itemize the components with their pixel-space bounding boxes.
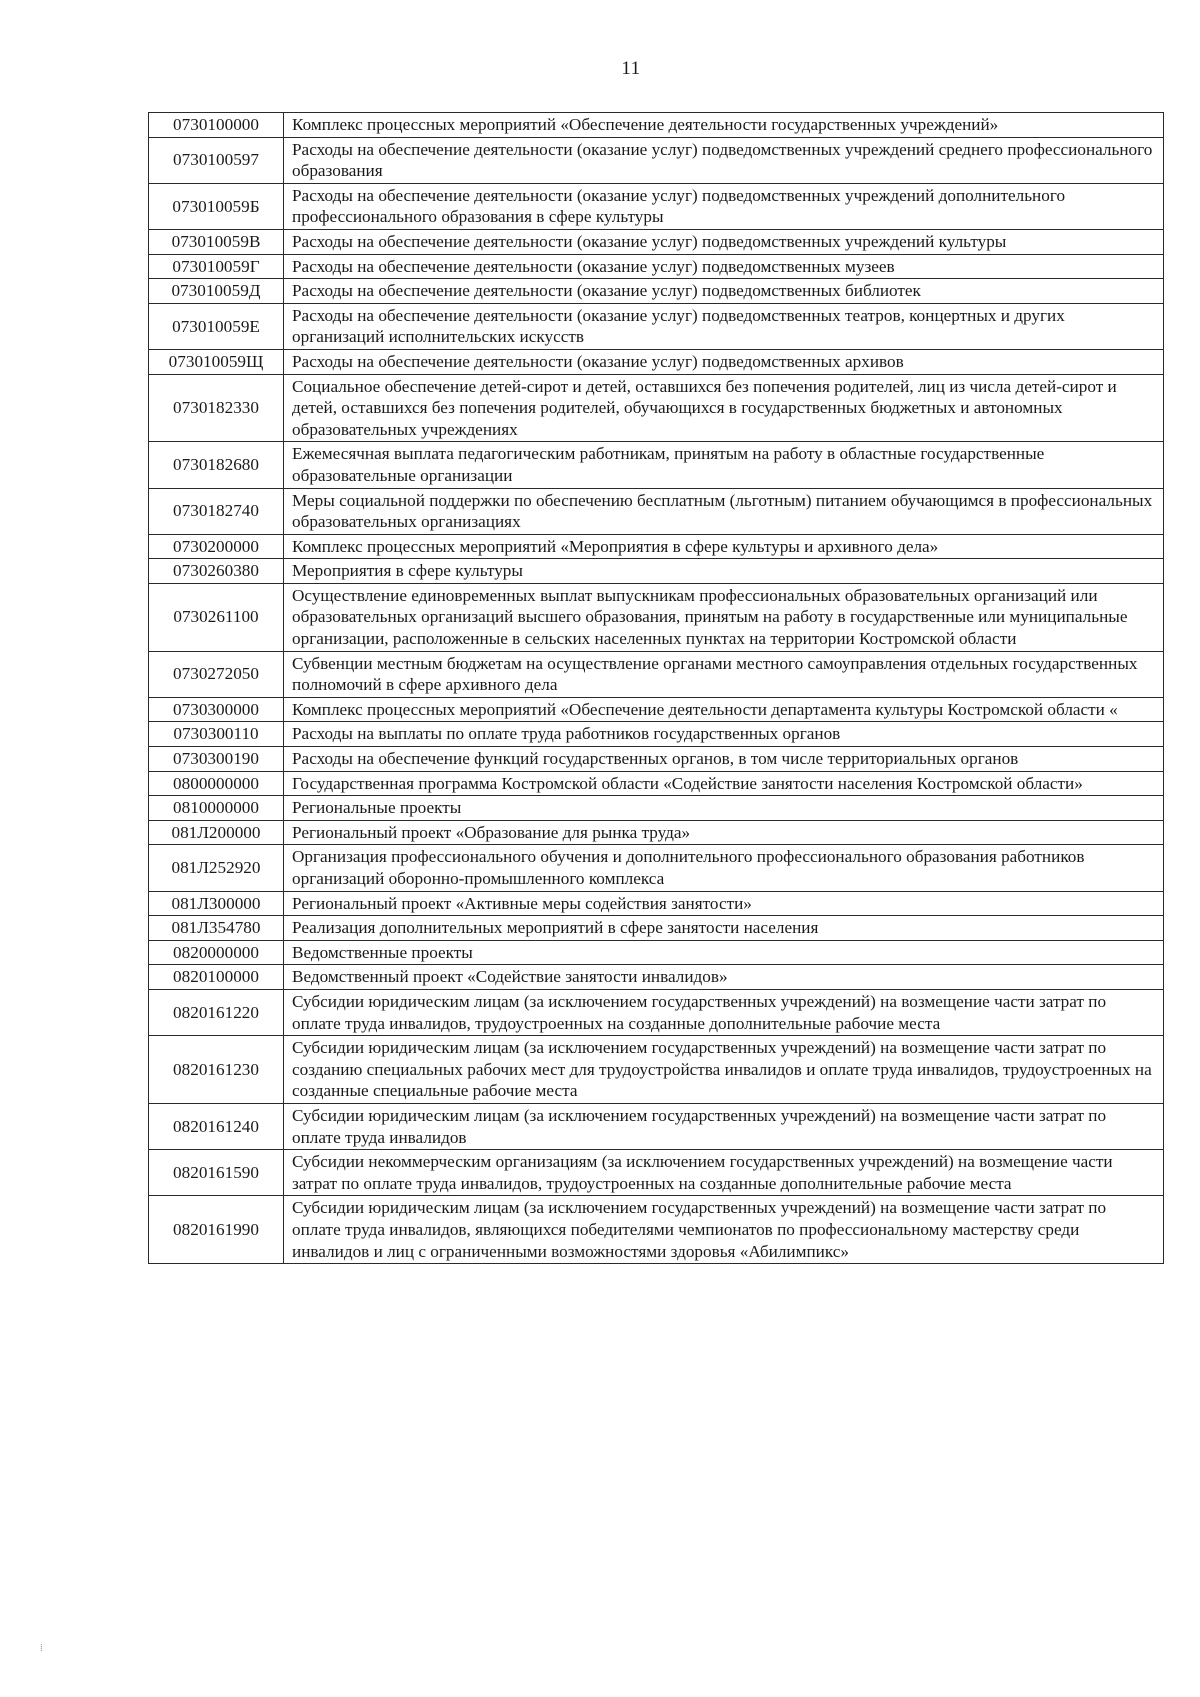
description-cell: Организация профессионального обучения и дополнительного профессионального образования работников организаций оборонно-промышленного комплекса	[284, 845, 1164, 891]
table-row	[149, 374, 1164, 442]
code-cell: 0820161240	[149, 1103, 284, 1149]
table-row	[149, 965, 1164, 990]
description-cell: Региональный проект «Образование для рынка труда»	[284, 820, 1164, 845]
code-cell: 0730182740	[149, 488, 284, 534]
description-cell: Расходы на обеспечение деятельности (оказание услуг) подведомственных музеев	[284, 254, 1164, 279]
code-cell: 0820161990	[149, 1196, 284, 1264]
description-cell: Комплекс процессных мероприятий «Мероприятия в сфере культуры и архивного дела»	[284, 534, 1164, 559]
description-cell: Ежемесячная выплата педагогическим работникам, принятым на работу в областные государственные образовательные организации	[284, 442, 1164, 488]
description-cell: Расходы на обеспечение функций государственных органов, в том числе территориальных органов	[284, 747, 1164, 772]
table-row	[149, 1036, 1164, 1104]
code-cell: 0730300110	[149, 722, 284, 747]
table-row	[149, 442, 1164, 488]
code-cell: 0730260380	[149, 559, 284, 584]
code-cell: 073010059Щ	[149, 349, 284, 374]
description-cell: Комплекс процессных мероприятий «Обеспечение деятельности департамента культуры Костромской области «	[284, 697, 1164, 722]
table-row	[149, 559, 1164, 584]
code-cell: 0820161220	[149, 989, 284, 1035]
description-cell: Региональные проекты	[284, 796, 1164, 821]
table-row	[149, 349, 1164, 374]
description-cell: Реализация дополнительных мероприятий в сфере занятости населения	[284, 916, 1164, 941]
description-cell: Расходы на обеспечение деятельности (оказание услуг) подведомственных театров, концертных и других организаций исполнительских искусств	[284, 303, 1164, 349]
description-cell: Государственная программа Костромской области «Содействие занятости населения Костромской области»	[284, 771, 1164, 796]
budget-codes-table	[148, 112, 1164, 1264]
table-row	[149, 1103, 1164, 1149]
table-row	[149, 891, 1164, 916]
page-number: 11	[621, 58, 641, 79]
description-cell: Расходы на обеспечение деятельности (оказание услуг) подведомственных учреждений культуры	[284, 229, 1164, 254]
table-row	[149, 279, 1164, 304]
code-cell: 081Л354780	[149, 916, 284, 941]
table-row	[149, 940, 1164, 965]
description-cell: Субсидии юридическим лицам (за исключением государственных учреждений) на возмещение части затрат по созданию специальных рабочих мест для трудоустройства инвалидов и оплате труда инвалидов, трудоустроенных на созданные специальные рабочие места	[284, 1036, 1164, 1104]
table-row	[149, 989, 1164, 1035]
code-cell: 081Л200000	[149, 820, 284, 845]
description-cell: Субсидии юридическим лицам (за исключением государственных учреждений) на возмещение части затрат по оплате труда инвалидов, являющихся победителями чемпионатов по профессиональному мастерству среди инвалидов и лиц с ограниченными возможностями здоровья «Абилимпикс»	[284, 1196, 1164, 1264]
table-row	[149, 722, 1164, 747]
code-cell: 0730100000	[149, 113, 284, 138]
code-cell: 0820100000	[149, 965, 284, 990]
code-cell: 0730200000	[149, 534, 284, 559]
table-row	[149, 113, 1164, 138]
code-cell: 073010059Г	[149, 254, 284, 279]
table-row	[149, 1150, 1164, 1196]
table-row	[149, 820, 1164, 845]
table-row	[149, 303, 1164, 349]
table-row	[149, 254, 1164, 279]
code-cell: 0730261100	[149, 583, 284, 651]
scan-margin-mark: ⁞	[40, 1643, 43, 1654]
table-row	[149, 916, 1164, 941]
description-cell: Расходы на обеспечение деятельности (оказание услуг) подведомственных учреждений среднего профессионального образования	[284, 137, 1164, 183]
table-row	[149, 747, 1164, 772]
description-cell: Расходы на обеспечение деятельности (оказание услуг) подведомственных учреждений дополнительного профессионального образования в сфере культуры	[284, 183, 1164, 229]
code-cell: 081Л300000	[149, 891, 284, 916]
code-cell: 0730100597	[149, 137, 284, 183]
code-cell: 0810000000	[149, 796, 284, 821]
code-cell: 0730272050	[149, 651, 284, 697]
table-row	[149, 183, 1164, 229]
code-cell: 0820000000	[149, 940, 284, 965]
description-cell: Комплекс процессных мероприятий «Обеспечение деятельности государственных учреждений»	[284, 113, 1164, 138]
description-cell: Социальное обеспечение детей-сирот и детей, оставшихся без попечения родителей, лиц из числа детей-сирот и детей, оставшихся без попечения родителей, обучающихся в государственных бюджетных и автономных образовательных учреждениях	[284, 374, 1164, 442]
code-cell: 0730182680	[149, 442, 284, 488]
code-cell: 0800000000	[149, 771, 284, 796]
description-cell: Субсидии юридическим лицам (за исключением государственных учреждений) на возмещение части затрат по оплате труда инвалидов, трудоустроенных на созданные дополнительные рабочие места	[284, 989, 1164, 1035]
table-row	[149, 845, 1164, 891]
description-cell: Расходы на обеспечение деятельности (оказание услуг) подведомственных библиотек	[284, 279, 1164, 304]
code-cell: 073010059Е	[149, 303, 284, 349]
table-body	[149, 113, 1164, 1264]
code-cell: 0730300000	[149, 697, 284, 722]
code-cell: 073010059Д	[149, 279, 284, 304]
table-row	[149, 534, 1164, 559]
table-row	[149, 1196, 1164, 1264]
description-cell: Субсидии некоммерческим организациям (за исключением государственных учреждений) на возмещение части затрат по оплате труда инвалидов, трудоустроенных на созданные дополнительные рабочие места	[284, 1150, 1164, 1196]
code-cell: 0820161230	[149, 1036, 284, 1104]
table-row	[149, 229, 1164, 254]
code-cell: 0820161590	[149, 1150, 284, 1196]
code-cell: 073010059Б	[149, 183, 284, 229]
table-row	[149, 583, 1164, 651]
description-cell: Мероприятия в сфере культуры	[284, 559, 1164, 584]
table-row	[149, 697, 1164, 722]
description-cell: Ведомственный проект «Содействие занятости инвалидов»	[284, 965, 1164, 990]
description-cell: Меры социальной поддержки по обеспечению бесплатным (льготным) питанием обучающимся в профессиональных образовательных организациях	[284, 488, 1164, 534]
description-cell: Осуществление единовременных выплат выпускникам профессиональных образовательных организаций или образовательных организаций высшего образования, принятым на работу в государственные или муниципальные организации, расположенные в сельских населенных пунктах на территории Костромской области	[284, 583, 1164, 651]
table-row	[149, 771, 1164, 796]
table-row	[149, 137, 1164, 183]
code-cell: 0730182330	[149, 374, 284, 442]
description-cell: Субвенции местным бюджетам на осуществление органами местного самоуправления отдельных государственных полномочий в сфере архивного дела	[284, 651, 1164, 697]
description-cell: Ведомственные проекты	[284, 940, 1164, 965]
description-cell: Субсидии юридическим лицам (за исключением государственных учреждений) на возмещение части затрат по оплате труда инвалидов	[284, 1103, 1164, 1149]
code-cell: 073010059В	[149, 229, 284, 254]
code-cell: 081Л252920	[149, 845, 284, 891]
table-row	[149, 651, 1164, 697]
code-cell: 0730300190	[149, 747, 284, 772]
description-cell: Расходы на выплаты по оплате труда работников государственных органов	[284, 722, 1164, 747]
description-cell: Расходы на обеспечение деятельности (оказание услуг) подведомственных архивов	[284, 349, 1164, 374]
description-cell: Региональный проект «Активные меры содействия занятости»	[284, 891, 1164, 916]
table-row	[149, 488, 1164, 534]
table-row	[149, 796, 1164, 821]
